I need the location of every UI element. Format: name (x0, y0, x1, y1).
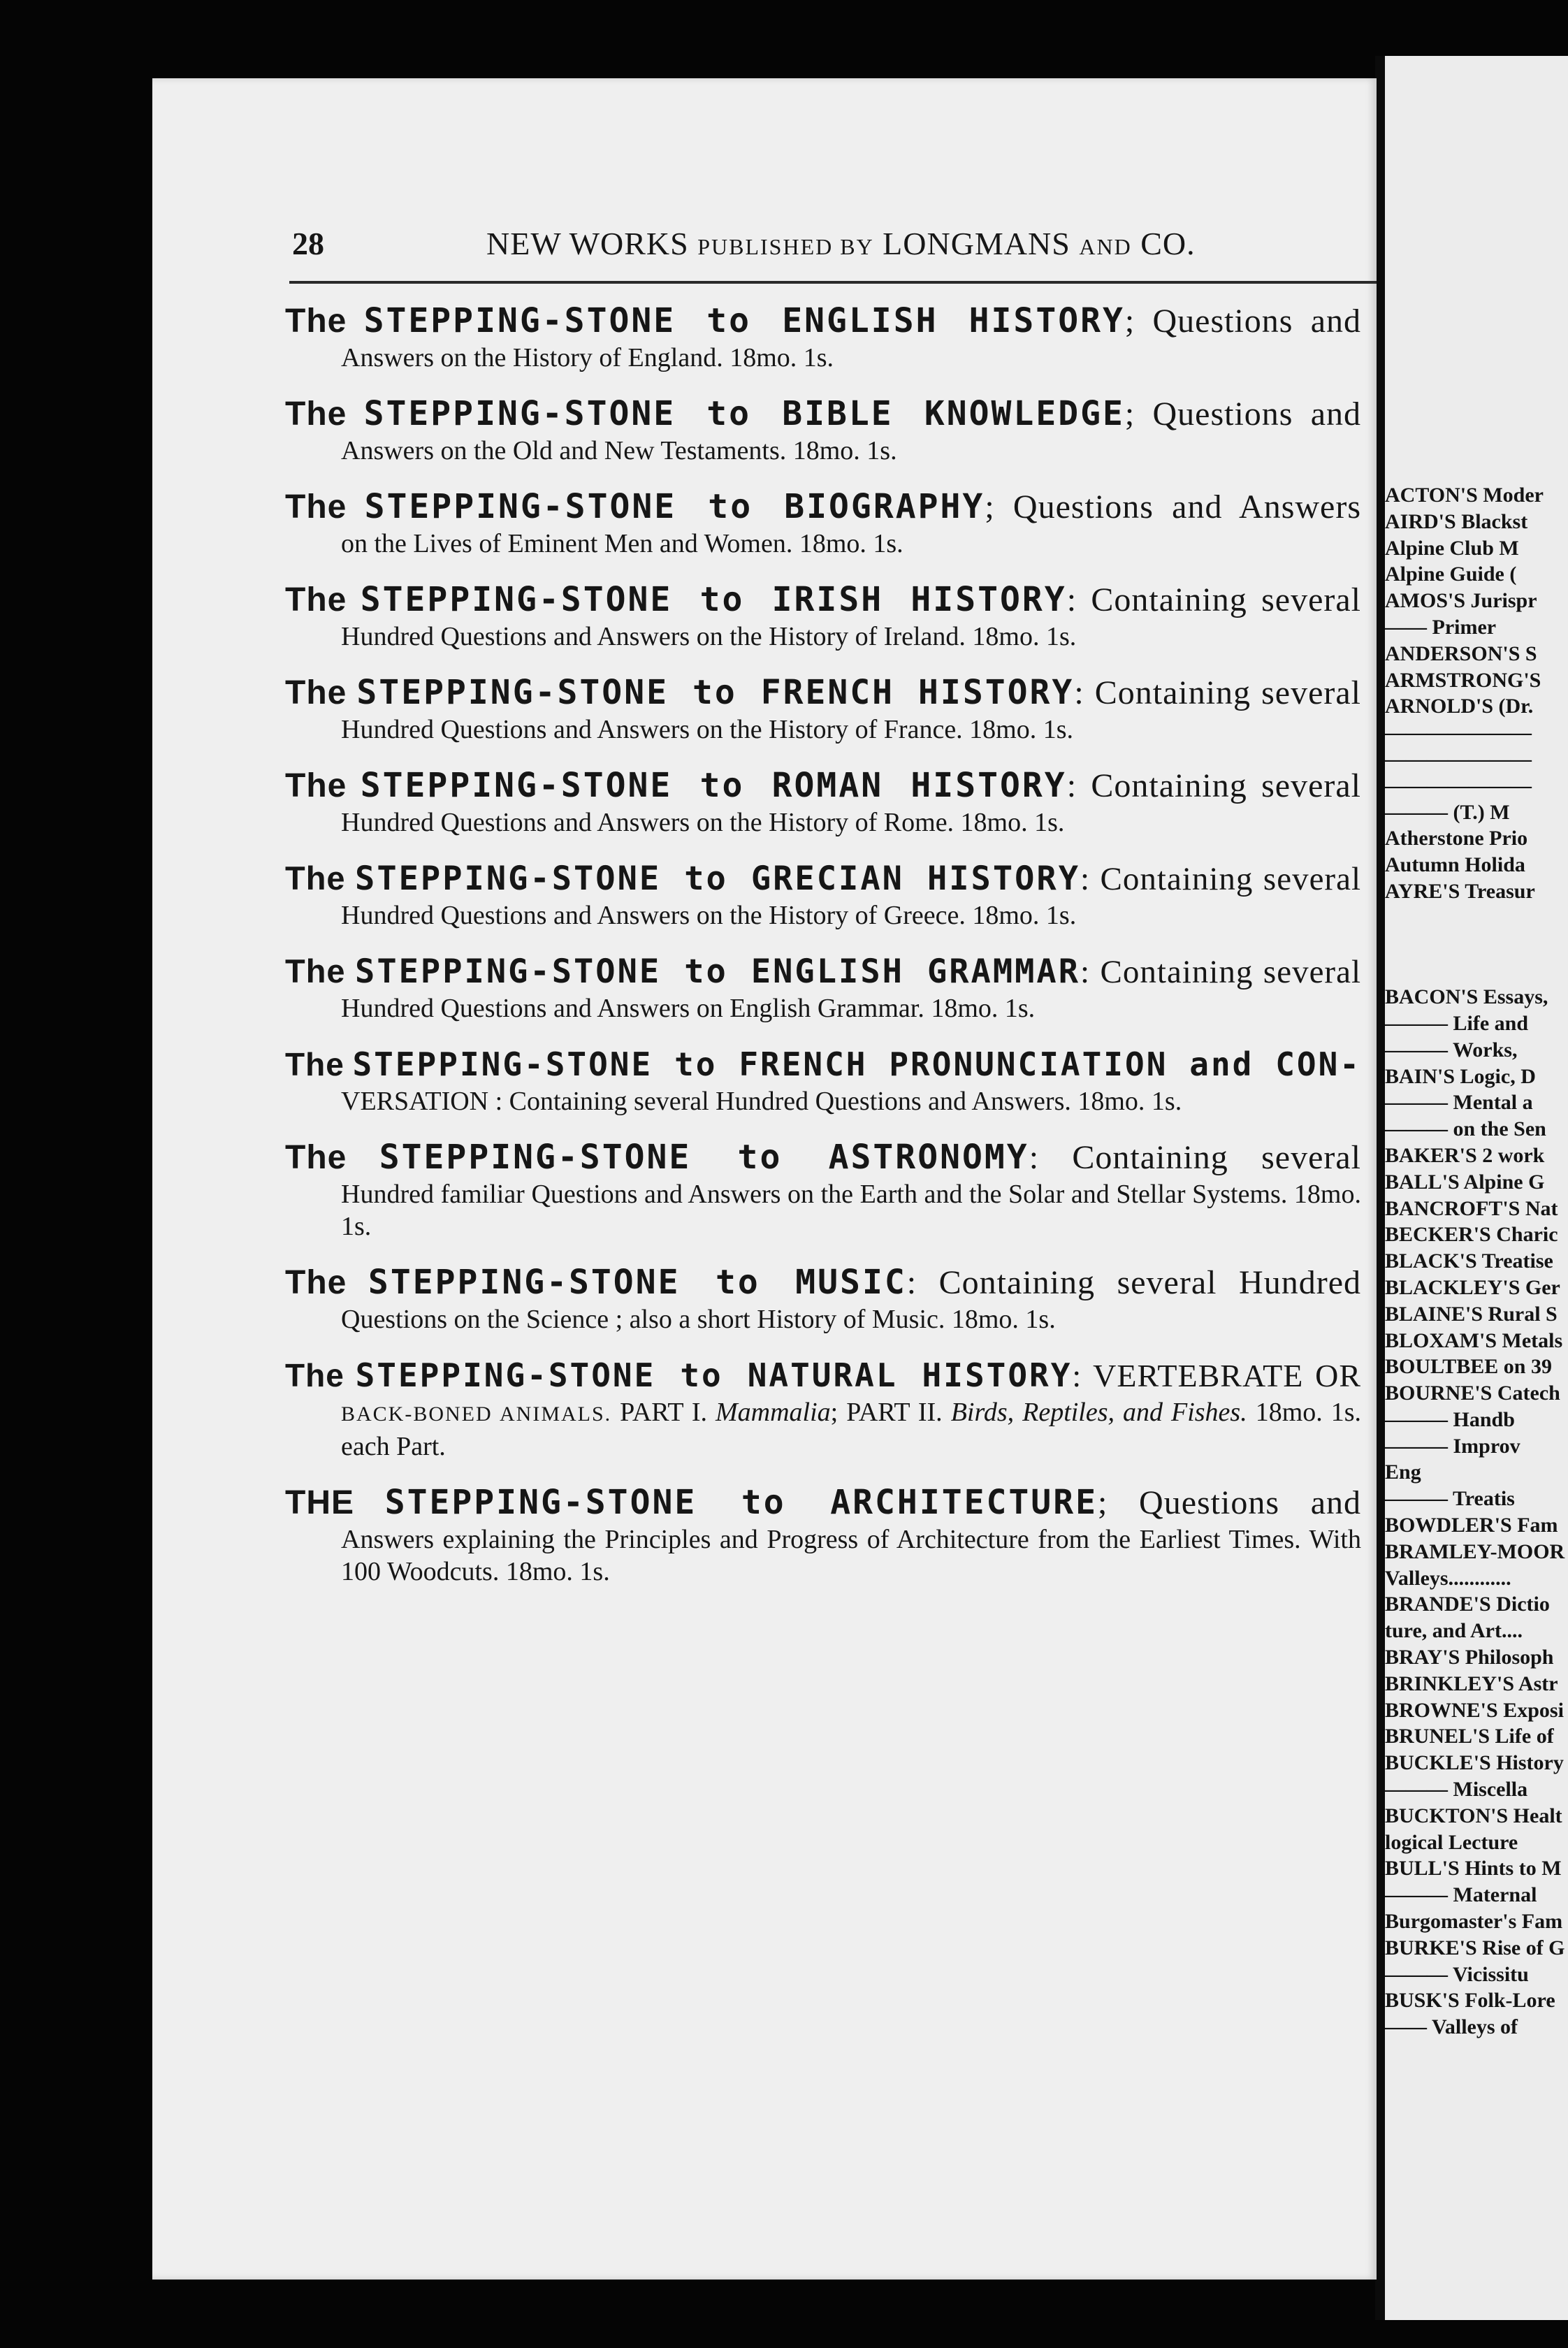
list-item (285, 1262, 1361, 1335)
entry-subject: STEPPING-STONE to ENGLISH GRAMMAR (355, 952, 1081, 991)
header-rule (289, 281, 1377, 284)
entry-subject: STEPPING-STONE to BIBLE KNOWLEDGE (363, 394, 1125, 433)
index-item: BOULTBEE on 39 (1385, 1355, 1552, 1379)
entry-body: Hundred Questions and Answers on the History of Rome. 18mo. 1s. (341, 808, 1065, 837)
index-item (1385, 905, 1568, 932)
index-item: Alpine Club M (1385, 536, 1519, 560)
entry-heading (285, 1262, 1361, 1303)
index-item: BECKER'S Charic (1385, 1223, 1558, 1247)
index-item: ARMSTRONG'S (1385, 668, 1541, 692)
index-item: ——— Mental a (1385, 1091, 1533, 1115)
entry-body: Questions on the Science ; also a short History of Music. 18mo. 1s. (341, 1305, 1056, 1334)
entry-subject: STEPPING-STONE to ROMAN HISTORY (360, 766, 1067, 805)
list-item (285, 672, 1361, 746)
index-item: BOURNE'S Catech (1385, 1382, 1560, 1405)
entry-lead: The (285, 860, 346, 897)
entry-subject: STEPPING-STONE to IRISH HISTORY (360, 580, 1067, 619)
entry-lead: The (285, 1139, 347, 1176)
index-item: AIRD'S Blackst (1385, 509, 1528, 533)
entry-body: Answers on the History of England. 18mo. 1s. (341, 343, 834, 372)
entry-body-part: PART I. (620, 1398, 707, 1427)
index-item: BAIN'S Logic, D (1385, 1064, 1536, 1088)
index-item: ——————— (1385, 747, 1532, 771)
index-item: BLACKLEY'S Ger (1385, 1275, 1560, 1299)
entry-heading (285, 393, 1361, 435)
entry-head-tail: : Containing several (1080, 861, 1361, 897)
index-item: BANCROFT'S Nat (1385, 1196, 1558, 1220)
entry-subject: STEPPING-STONE to FRENCH PRONUNCIATION and CON- (352, 1045, 1362, 1083)
entry-body: Hundred Questions and Answers on English Grammar. 18mo. 1s. (341, 994, 1036, 1023)
entry-body: Hundred Questions and Answers on the History of Greece. 18mo. 1s. (341, 901, 1077, 930)
entry-heading (285, 951, 1361, 992)
index-item: BLACK'S Treatise (1385, 1249, 1553, 1273)
index-item: BUCKLE'S History (1385, 1751, 1564, 1775)
entry-body-part: 18mo. 1s. each Part. (341, 1398, 1362, 1461)
index-item: —— Valleys of (1385, 2015, 1518, 2039)
list-item (285, 300, 1361, 374)
index-item: ——— Vicissitu (1385, 1962, 1529, 1986)
entry-heading (285, 1044, 1361, 1085)
index-item: AYRE'S Treasur (1385, 879, 1535, 903)
list-item (285, 579, 1361, 653)
index-item: ANDERSON'S S (1385, 642, 1537, 665)
entry-head-tail: : Containing several (1029, 1139, 1362, 1176)
entry-lead: The (285, 303, 347, 340)
entry-heading (285, 672, 1361, 713)
index-item: ——— Treatis (1385, 1487, 1515, 1511)
entry-body: Hundred Questions and Answers on the History of Ireland. 18mo. 1s. (341, 622, 1077, 651)
entry-subject: STEPPING-STONE to ASTRONOMY (379, 1138, 1029, 1177)
running-head-part: CO. (1140, 226, 1196, 261)
entry-head-tail: : VERTEBRATE OR (1072, 1358, 1361, 1393)
entry-body-part: ; PART II. (830, 1398, 943, 1427)
entry-subject: STEPPING-STONE to ENGLISH HISTORY (363, 301, 1125, 340)
entry-body-part: Birds, Reptiles, and Fishes. (950, 1398, 1247, 1427)
entry-subject: STEPPING-STONE to GRECIAN HISTORY (355, 860, 1081, 898)
index-item: ——— Handb (1385, 1407, 1515, 1431)
index-item: ——————— (1385, 774, 1532, 797)
running-head-part: AND (1079, 234, 1132, 259)
list-item (285, 1044, 1361, 1117)
entry-lead: The (285, 1046, 344, 1082)
index-item: ——— Miscella (1385, 1778, 1528, 1802)
entry-lead: THE (285, 1484, 354, 1521)
index-item: AMOS'S Jurispr (1385, 589, 1537, 613)
index-item: BUCKTON'S Healt (1385, 1804, 1562, 1827)
index-item: ACTON'S Moder (1385, 484, 1544, 507)
entry-body (285, 1396, 1361, 1463)
list-item (285, 858, 1361, 932)
index-item: BLOXAM'S Metals (1385, 1328, 1563, 1352)
entry-heading (285, 1137, 1361, 1178)
index-item: BAKER'S 2 work (1385, 1143, 1545, 1167)
entry-heading (285, 1482, 1361, 1523)
entry-subject: STEPPING-STONE to BIOGRAPHY (364, 487, 985, 526)
running-head-part: LONGMANS (883, 226, 1070, 261)
list-item (285, 1482, 1361, 1588)
index-item: ture, and Art.... (1385, 1619, 1523, 1643)
entry-heading (285, 486, 1361, 528)
index-item: BLAINE'S Rural S (1385, 1302, 1558, 1326)
index-item: Autumn Holida (1385, 853, 1525, 877)
index-item: BOWDLER'S Fam (1385, 1514, 1558, 1537)
entry-body: Answers explaining the Principles and Progress of Architecture from the Earliest Times. With 100 Woodcuts. 18mo. 1s. (341, 1525, 1361, 1586)
entry-heading (285, 579, 1361, 621)
entry-head-tail: : Containing several Hundred (906, 1264, 1362, 1301)
entry-lead: The (285, 674, 347, 711)
list-item (285, 393, 1361, 467)
entry-list (285, 300, 1361, 1607)
index-item: ARNOLD'S (Dr. (1385, 695, 1534, 718)
index-item: ——— Improv (1385, 1434, 1520, 1458)
list-item (285, 1355, 1361, 1463)
index-item: BACON'S Essays, (1385, 985, 1548, 1009)
index-item: Valleys............ (1385, 1566, 1511, 1590)
running-head-part: NEW WORKS (486, 226, 689, 261)
index-item: Alpine Guide ( (1385, 563, 1517, 586)
list-item (285, 951, 1361, 1024)
entry-subject: STEPPING-STONE to MUSIC (368, 1263, 907, 1302)
entry-body: VERSATION : Containing several Hundred Questions and Answers. 18mo. 1s. (341, 1087, 1182, 1116)
index-item: BRUNEL'S Life of (1385, 1725, 1554, 1748)
list-item (285, 1137, 1361, 1242)
index-item: BRAMLEY-MOOR (1385, 1539, 1565, 1563)
entry-head-tail: : Containing several (1066, 767, 1362, 804)
entry-lead: The (285, 952, 346, 990)
entry-lead: The (285, 1264, 347, 1301)
index-item: ——— Maternal (1385, 1883, 1537, 1907)
index-item: ——————— (1385, 721, 1532, 745)
entry-body: Answers on the Old and New Testaments. 18mo. 1s. (341, 436, 897, 465)
index-item: BURKE'S Rise of G (1385, 1936, 1565, 1959)
entry-heading (285, 765, 1361, 806)
entry-head-tail: ; Questions and (1098, 1484, 1362, 1521)
entry-lead: The (285, 396, 347, 433)
running-head (486, 225, 1196, 262)
entry-body: on the Lives of Eminent Men and Women. 18mo. 1s. (341, 529, 903, 558)
index-item: BRANDE'S Dictio (1385, 1593, 1550, 1616)
index-item: Eng (1385, 1461, 1421, 1484)
index-item: BULL'S Hints to M (1385, 1857, 1562, 1880)
entry-heading (285, 1355, 1361, 1396)
index-item (1385, 957, 1568, 984)
entry-head-tail: : Containing several (1074, 674, 1362, 711)
entry-subject: STEPPING-STONE to FRENCH HISTORY (356, 673, 1075, 712)
index-item: ——— Life and (1385, 1011, 1529, 1035)
entry-head-tail: : Containing several (1080, 954, 1361, 990)
entry-subject: STEPPING-STONE to NATURAL HISTORY (355, 1356, 1073, 1394)
entry-body-part: Mammalia (716, 1398, 831, 1427)
index-item: ——— on the Sen (1385, 1117, 1546, 1141)
index-item: BRAY'S Philosoph (1385, 1646, 1554, 1669)
index-item: Atherstone Prio (1385, 827, 1528, 850)
entry-subject: STEPPING-STONE to ARCHITECTURE (384, 1483, 1098, 1522)
entry-lead: The (285, 488, 347, 526)
index-item: —— Primer (1385, 615, 1497, 639)
entry-heading (285, 300, 1361, 342)
index-list (1385, 482, 1568, 2041)
index-item: BALL'S Alpine G (1385, 1170, 1545, 1194)
list-item (285, 765, 1361, 839)
index-item: logical Lecture (1385, 1830, 1518, 1854)
index-item: BROWNE'S Exposi (1385, 1698, 1564, 1722)
entry-head-tail: ; Questions and (1124, 396, 1361, 433)
entry-body: Hundred familiar Questions and Answers on the Earth and the Solar and Stellar Systems. 18mo. 1s. (341, 1180, 1361, 1241)
entry-lead: The (285, 767, 347, 804)
entry-heading (285, 858, 1361, 899)
entry-body: Hundred Questions and Answers on the History of France. 18mo. 1s. (341, 715, 1074, 744)
index-item: BRINKLEY'S Astr (1385, 1672, 1558, 1695)
left-page (152, 78, 1377, 2280)
index-item (1385, 932, 1568, 958)
entry-head-tail: : Containing several (1066, 581, 1362, 618)
index-item: ——— Works, (1385, 1038, 1518, 1061)
entry-head-tail: ; Questions and (1124, 303, 1361, 340)
entry-head-tail: ; Questions and Answers (985, 488, 1362, 526)
index-item: ——— (T.) M (1385, 800, 1510, 824)
index-item: BUSK'S Folk-Lore (1385, 1989, 1555, 2013)
entry-body-part: BACK-BONED ANIMALS. (341, 1403, 612, 1426)
running-head-part: PUBLISHED BY (697, 234, 874, 259)
entry-lead: The (285, 581, 347, 618)
list-item (285, 486, 1361, 560)
index-item: Burgomaster's Fam (1385, 1910, 1563, 1934)
page-number: 28 (292, 226, 324, 261)
right-page (1385, 56, 1568, 2320)
entry-lead: The (285, 1357, 344, 1393)
